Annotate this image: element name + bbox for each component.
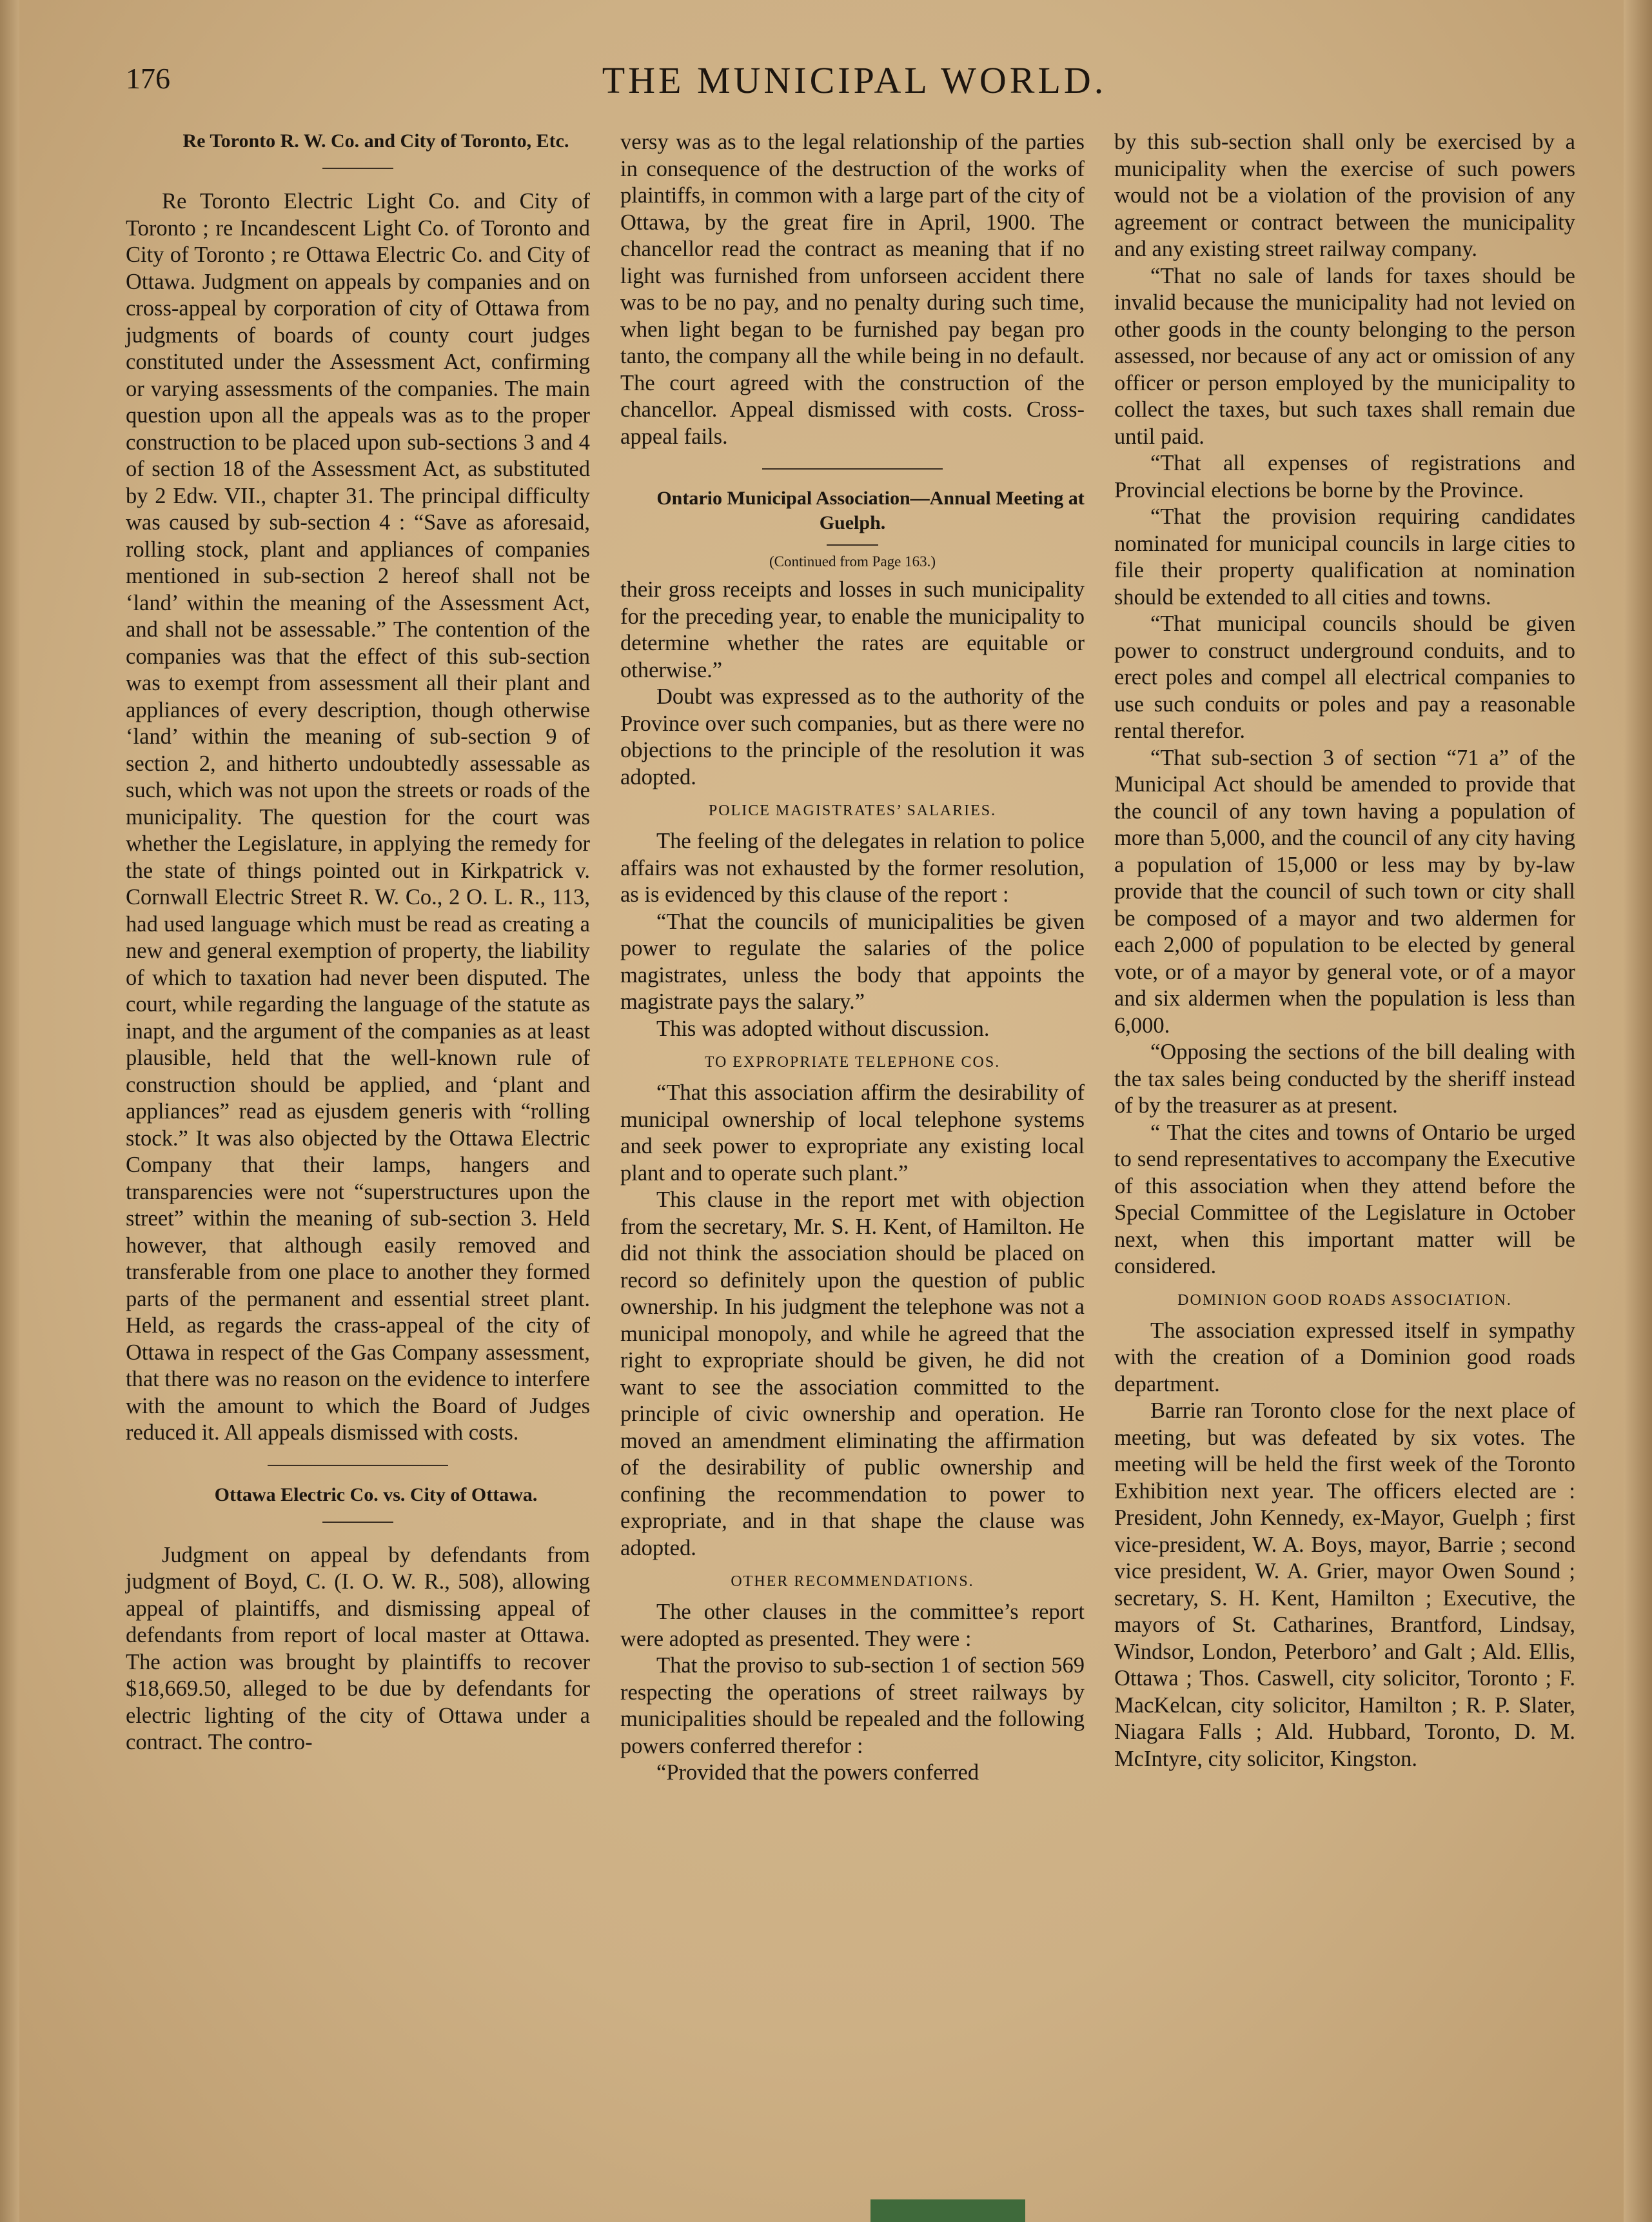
article-paragraph: This was adopted without discussion. [656, 1016, 990, 1041]
article-paragraph: “That all expenses of registrations and Provincial elections be borne by the Province. [1114, 451, 1575, 502]
divider [762, 468, 943, 470]
page-edge-right [1624, 0, 1652, 2222]
article-paragraph: “Opposing the sections of the bill dealing with the tax sales being conducted by the sheriff instead of by the treasurer as at present. [1114, 1040, 1575, 1118]
article-title-toronto-rw: Re Toronto R. W. Co. and City of Toronto, Etc. [182, 130, 569, 152]
column-1 [126, 129, 590, 2161]
article-paragraph: by this sub-section shall only be exercised by a municipality when the exercise of such powers would not be a violation of the provision of any agreement or contract between the municipality and any existing street railway company. [1114, 130, 1575, 261]
divider [827, 544, 878, 546]
article-title-ottawa-electric: Ottawa Electric Co. vs. City of Ottawa. [214, 1483, 538, 1505]
page-edge-left [0, 0, 19, 2222]
article-paragraph: The feeling of the delegates in relation to police affairs was not exhausted by the former resolution, as is evidenced by this clause of the report : [620, 829, 1085, 907]
section-heading-telephone: TO EXPROPRIATE TELEPHONE COS. [704, 1054, 1001, 1071]
column-2 [620, 129, 1085, 2161]
article-paragraph: “That no sale of lands for taxes should be invalid because the municipality had not levied on other goods in the county belonging to the person assessed, nor because of any act or omission of any officer or person employed by the municipality to collect the taxes, but such taxes shall remain due until paid. [1114, 263, 1575, 449]
article-paragraph: The association expressed itself in sympathy with the creation of a Dominion good roads department. [1114, 1318, 1575, 1396]
article-title-municipal-association: Ontario Municipal Association—Annual Meeting at Guelph. [656, 488, 1085, 533]
article-paragraph: Judgment on appeal by defendants from judgment of Boyd, C. (I. O. W. R., 508), allowing appeal of plaintiffs, and dismissing appeal of defendants from report of local master at Ottawa. The action was brought by plaintiffs to recover $18,669.50, alleged to be due by defendants for electric lighting of the city of Ottawa under a contract. The contro- [126, 1542, 590, 1754]
article-paragraph: The other clauses in the committee’s report were adopted as presented. They were : [620, 1600, 1085, 1651]
article-paragraph: “Provided that the powers conferred [656, 1760, 979, 1785]
section-heading-police: POLICE MAGISTRATES’ SALARIES. [708, 802, 997, 819]
divider [322, 1522, 393, 1523]
article-paragraph: This clause in the report met with objection from the secretary, Mr. S. H. Kent, of Hamilton. He did not think the association should be placed on record so definitely upon the question of public ownership. In his judgment the telephone was not a municipal monopoly, and while he agreed that the right to expropriate should be given, he did not want to see the association committed to the principle of civic ownership and operation. He moved an amendment eliminating the affirmation of the desirability of public ownership and confining the recommendation to power to expropriate, and in that shape the clause was adopted. [620, 1187, 1085, 1560]
article-paragraph: That the proviso to sub-section 1 of section 569 respecting the operations of street railways by municipalities should be repealed and the following powers conferred therefor : [620, 1653, 1085, 1758]
journal-title: THE MUNICIPAL WORLD. [602, 59, 1107, 101]
article-paragraph: “That this association affirm the desirability of municipal ownership of local telephone systems and seek power to expropriate any existing local plant and to operate such plant.” [620, 1080, 1085, 1185]
article-paragraph: “That municipal councils should be given power to construct underground conduits, and to erect poles and compel all electrical companies to use such conduits or poles and pay a reasonable rental therefor. [1114, 611, 1575, 743]
article-paragraph: “That the provision requiring candidates nominated for municipal councils in large cities to file their property qualification at nomination should be extended to all cities and towns. [1114, 504, 1575, 610]
page-header [126, 61, 1583, 106]
article-paragraph: their gross receipts and losses in such municipality for the preceding year, to enable the municipality to determine whether the rates are equitable or otherwise.” [620, 577, 1085, 682]
article-paragraph: Re Toronto Electric Light Co. and City of Toronto ; re Incandescent Light Co. of Toronto and City of Toronto ; re Ottawa Electric Co. and City of Ottawa. Judgment on appeals by companies and on cross-appeal by corporation of city of Ottawa from judgments of boards of county court judges constituted under the Assessment Act, confirming or varying assessments of the companies. The main question upon all the appeals was as to the proper construction to be placed upon sub-sections 3 and 4 of section 18 of the Assessment Act, as substituted by 2 Edw. VII., chapter 31. The principal difficulty was caused by sub-section 4 : “Save as aforesaid, rolling stock, plant and appliances of companies mentioned in sub-section 2 hereof shall not be ‘land’ within the meaning of the Assessment Act, and shall not be assessable.” The contention of the companies was that the effect of this sub-section was to exempt from assessment all their plant and appliances of every description, though otherwise ‘land’ within the meaning of sub-section 9 of section 2, and hitherto undoubtedly assessable as such, which was not upon the streets or roads of the municipality. The question for the court was whether the Legislature, in applying the remedy for the state of things pointed out in Kirkpatrick v. Cornwall Electric Street R. W. Co., 2 O. L. R., 113, had used language which must be read as creating a new and general exemption of property, the liability of which to taxation had never been disputed. The court, while regarding the language of the statute as inapt, and the argument of the companies as at least plausible, held that the well-known rule of construction should be applied, and ‘plant and appliances” read as ejusdem generis with “rolling stock.” It was also objected by the Ottawa Electric Company that their lamps, hangers and transparencies were not “superstructures upon the street” within the meaning of sub-section 3. Held however, that although easily removed and transferable from one place to another they formed parts of the permanent and essential street plant. Held, as regards the crass-appeal of the city of Ottawa in respect of the Gas Company assessment, that there was no reason on the evidence to interfere with the amount to which the Board of Judges reduced it. All appeals dismissed with costs. [126, 189, 590, 1445]
article-paragraph: “ That the cites and towns of Ontario be urged to send representatives to accompany the Executive of this association when they attend before the Special Committee of the Legislature in October next, when this important matter will be considered. [1114, 1120, 1575, 1278]
article-paragraph: Barrie ran Toronto close for the next place of meeting, but was defeated by six votes. The meeting will be held the first week of the Toronto Exhibition next year. The officers elected are : President, John Kennedy, ex-Mayor, Guelph ; first vice-president, W. A. Boys, mayor, Barrie ; second vice president, W. A. Grier, mayor Owen Sound ; secretary, S. H. Kent, Hamilton ; Executive, the mayors of St. Catharines, Brantford, Lindsay, Windsor, London, Peterboro’ and Galt ; Ald. Ellis, Ottawa ; Thos. Caswell, city solicitor, Toronto ; F. MacKelcan, city solicitor, Hamilton ; R. P. Slater, Niagara Falls ; Ald. Hubbard, Toronto, D. M. McIntyre, city solicitor, Kingston. [1114, 1398, 1575, 1771]
article-paragraph: “That the councils of municipalities be given power to regulate the salaries of the police magistrates, unless the body that appoints the magistrate pays the salary.” [620, 909, 1085, 1014]
column-3 [1114, 129, 1575, 2161]
section-heading-good-roads: DOMINION GOOD ROADS ASSOCIATION. [1177, 1291, 1512, 1309]
divider [268, 1465, 448, 1466]
continued-note: (Continued from Page 163.) [769, 553, 936, 570]
article-paragraph: “That sub-section 3 of section “71 a” of the Municipal Act should be amended to provide that the council of any town having a population of more than 5,000, and the council of any city having a population of 15,000 or less may by by-law provide that the council of such town or city shall be composed of a mayor and two aldermen for each 2,000 of population to be elected by general vote, or of a mayor by general vote, or of a mayor and six aldermen when the population is less than 6,000. [1114, 745, 1575, 1038]
divider [322, 168, 393, 169]
green-tab [870, 2199, 1025, 2222]
article-paragraph: Doubt was expressed as to the authority of the Province over such companies, but as there were no objections to the principle of the resolution it was adopted. [620, 684, 1085, 789]
section-heading-other: OTHER RECOMMENDATIONS. [731, 1573, 974, 1590]
article-paragraph-continued: versy was as to the legal relationship of the parties in consequence of the destruction of the works of plaintiffs, in common with a large part of the city of Ottawa, by the great fire in April, 1900. The chancellor read the contract as meaning that if no light was furnished from unforseen accident there was to be no pay, and no penalty during such time, when light began to be furnished pay began pro tanto, the company all the while being in no default. The court agreed with the construction of the chancellor. Appeal dismissed with costs. Cross-appeal fails. [620, 130, 1085, 449]
page-number: 176 [126, 62, 170, 95]
